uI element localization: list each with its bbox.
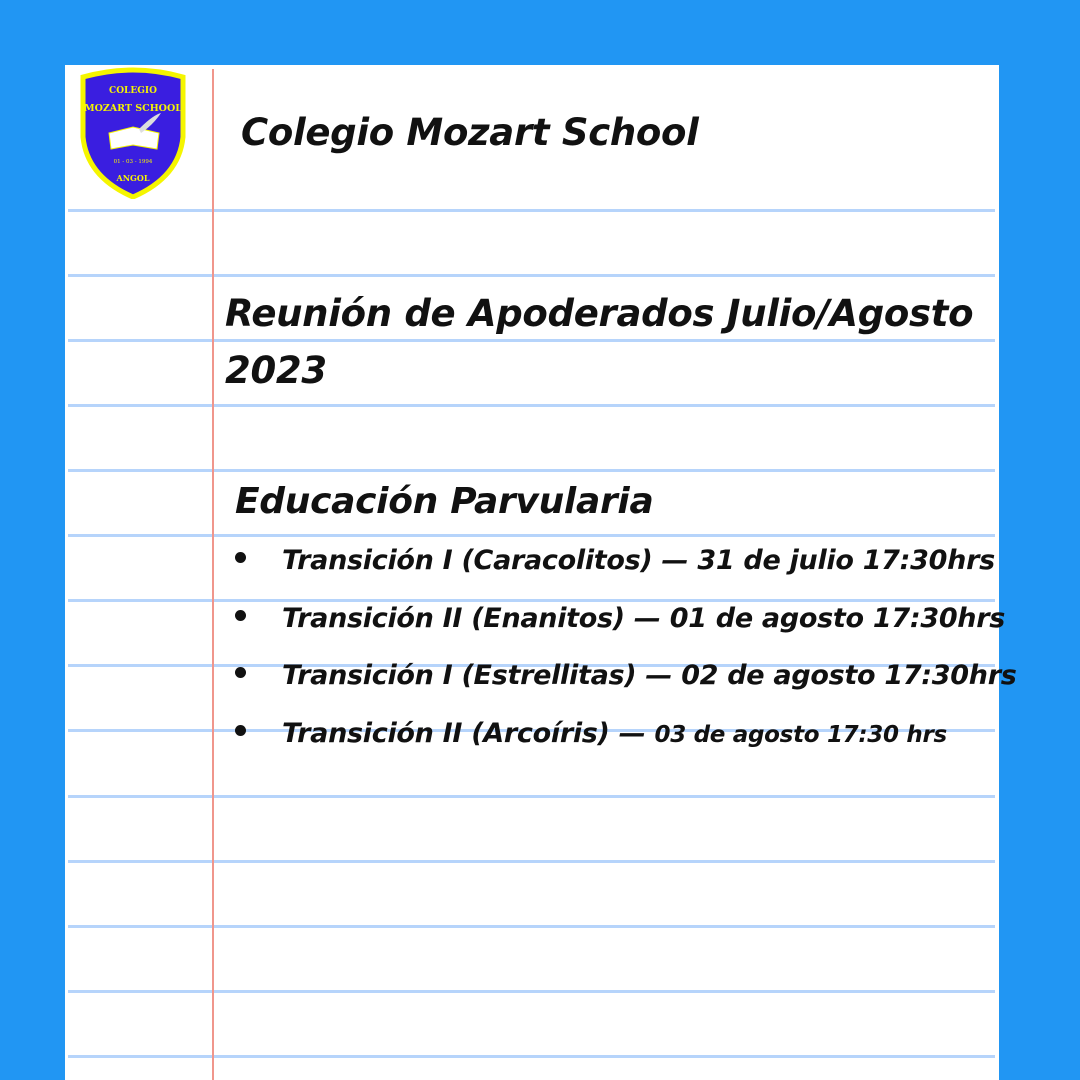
list-item-date: 03 de agosto 17:30 hrs bbox=[654, 722, 947, 748]
rule-line bbox=[68, 860, 995, 863]
school-crest-logo bbox=[79, 67, 187, 199]
margin-line bbox=[212, 69, 214, 1080]
list-item-label: Transición II (Enanitos) — 01 de agosto 17:30hrs bbox=[282, 603, 1006, 634]
rule-line bbox=[68, 925, 995, 928]
notebook-paper bbox=[65, 65, 1017, 1080]
rule-line bbox=[68, 1055, 995, 1058]
logo-top-text: COLEGIO bbox=[109, 86, 157, 96]
rule-line bbox=[68, 469, 995, 472]
rule-line bbox=[68, 404, 995, 407]
logo-name-text: MOZART SCHOOL bbox=[84, 103, 182, 114]
bullet-icon bbox=[235, 552, 246, 563]
bullet-icon bbox=[235, 667, 246, 678]
logo-date-text: 01 - 03 - 1994 bbox=[113, 159, 153, 165]
list-item-label: Transición I (Caracolitos) — 31 de julio 17:30hrs bbox=[282, 545, 995, 576]
list-item-label: Transición II (Arcoíris) — bbox=[282, 718, 646, 749]
list-item bbox=[235, 718, 947, 749]
page-title bbox=[225, 285, 973, 399]
rule-line bbox=[68, 990, 995, 993]
title-line-1: Reunión de Apoderados Julio/Agosto bbox=[225, 292, 974, 335]
list-item-label: Transición I (Estrellitas) — 02 de agosto 17:30hrs bbox=[282, 660, 1017, 691]
list-item bbox=[235, 660, 1017, 691]
list-item bbox=[235, 545, 995, 576]
rule-line bbox=[68, 209, 995, 212]
rule-line bbox=[68, 795, 995, 798]
title-line-2: 2023 bbox=[225, 349, 327, 392]
school-name: Colegio Mozart School bbox=[241, 111, 699, 154]
list-item bbox=[235, 603, 1005, 634]
logo-bottom-text: ANGOL bbox=[116, 173, 150, 183]
rule-line bbox=[68, 534, 995, 537]
rule-line bbox=[68, 274, 995, 277]
bullet-icon bbox=[235, 725, 246, 736]
rule-line bbox=[68, 599, 995, 602]
bullet-icon bbox=[235, 610, 246, 621]
section-heading: Educación Parvularia bbox=[235, 481, 654, 522]
